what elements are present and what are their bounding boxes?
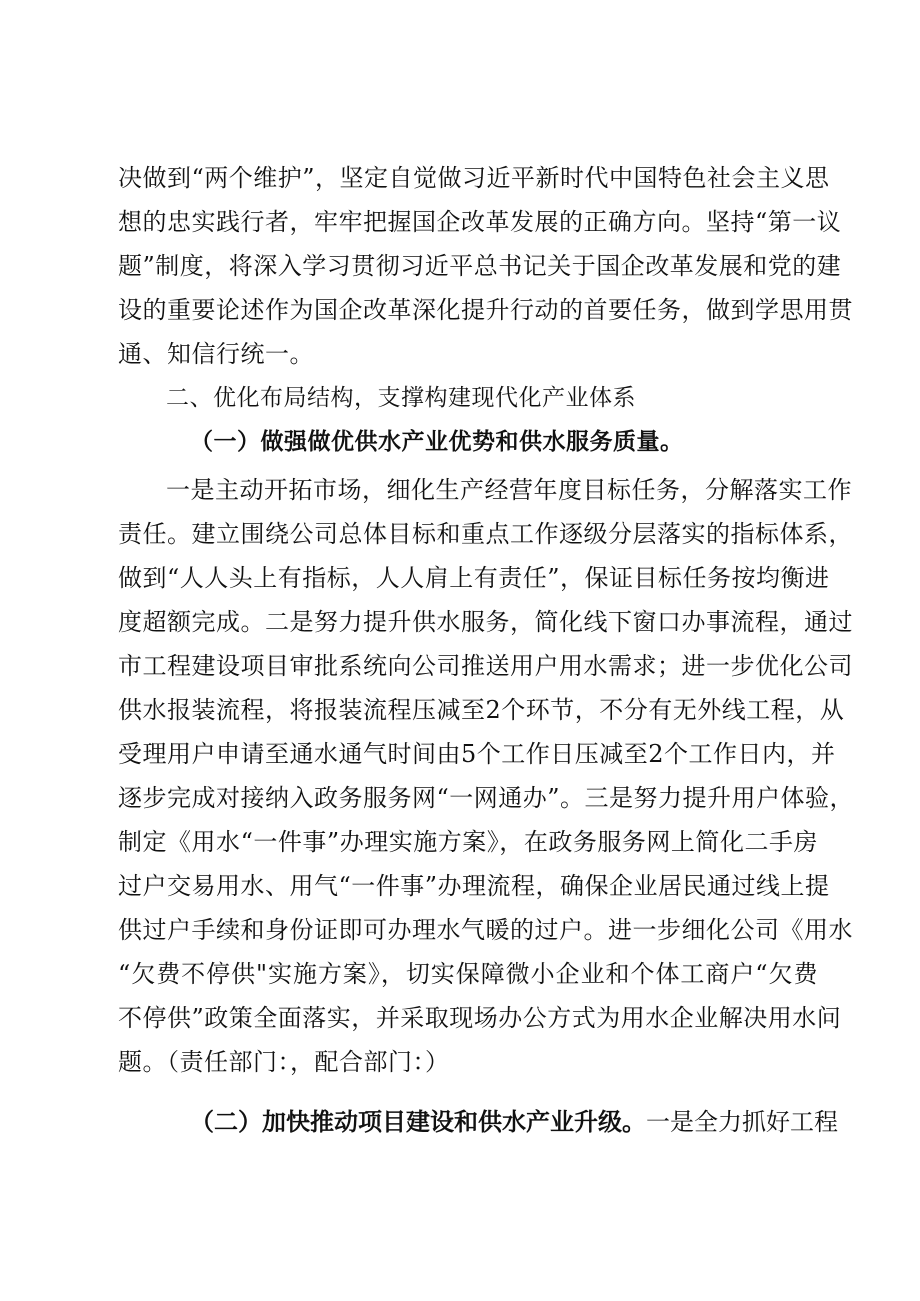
para-1-line-7: 受理用户申请至通水通气时间由5个工作日压减至2个工作日内，并 <box>118 740 836 768</box>
para-1-line-2: 责任。建立围绕公司总体目标和重点工作逐级分层落实的指标体系， <box>118 520 853 548</box>
subsection-2-line <box>190 1100 838 1144</box>
subsection-1-heading: （一）做强做优供水产业优势和供水服务质量。 <box>190 429 684 455</box>
section-heading: 二、优化布局结构，支撑构建现代化产业体系 <box>166 385 636 411</box>
para-1-line-3: 做到“人人头上有指标，人人肩上有责任”，保证目标任务按均衡进 <box>118 564 830 592</box>
subsection-2-tail: 一是全力抓好工程 <box>646 1108 838 1136</box>
intro-line-5: 通、知信行统一。 <box>118 340 314 368</box>
para-1-line-13: 不停供”政策全面落实，并采取现场办公方式为用水企业解决用水问 <box>118 1004 842 1032</box>
para-1-line-4: 度超额完成。二是努力提升供水服务，简化线下窗口办事流程，通过 <box>118 608 853 636</box>
para-1-line-14: 题。（责任部门：，配合部门：） <box>118 1048 450 1076</box>
para-1-line-10: 过户交易用水、用气“一件事”办理流程，确保企业居民通过线上提 <box>118 872 830 900</box>
subsection-2-heading: （二）加快推动项目建设和供水产业升级。 <box>190 1108 646 1136</box>
para-1-line-1: 一是主动开拓市场，细化生产经营年度目标任务，分解落实工作 <box>166 476 852 504</box>
para-1-line-5: 市工程建设项目审批系统向公司推送用户用水需求；进一步优化公司 <box>118 652 853 680</box>
para-1-line-9: 制定《用水“一件事”办理实施方案》，在政务服务网上简化二手房 <box>118 828 818 856</box>
intro-line-4: 设的重要论述作为国企改革深化提升行动的首要任务，做到学思用贯 <box>118 296 853 324</box>
para-1-line-6: 供水报装流程，将报装流程压减至2个环节，不分有无外线工程，从 <box>118 696 845 724</box>
intro-line-3: 题”制度，将深入学习贯彻习近平总书记关于国企改革发展和党的建 <box>118 252 842 280</box>
intro-line-1: 决做到“两个维护”，坚定自觉做习近平新时代中国特色社会主义思 <box>118 164 830 192</box>
para-1-line-11: 供过户手续和身份证即可办理水气暖的过户。进一步细化公司《用水 <box>118 916 853 944</box>
para-1-line-12: “欠费不停供"实施方案》，切实保障微小企业和个体工商户“欠费 <box>118 960 818 988</box>
intro-line-2: 想的忠实践行者，牢牢把握国企改革发展的正确方向。坚持“第一议 <box>118 208 842 236</box>
para-1-line-8: 逐步完成对接纳入政务服务网“一网通办”。三是努力提升用户体验， <box>118 784 855 812</box>
